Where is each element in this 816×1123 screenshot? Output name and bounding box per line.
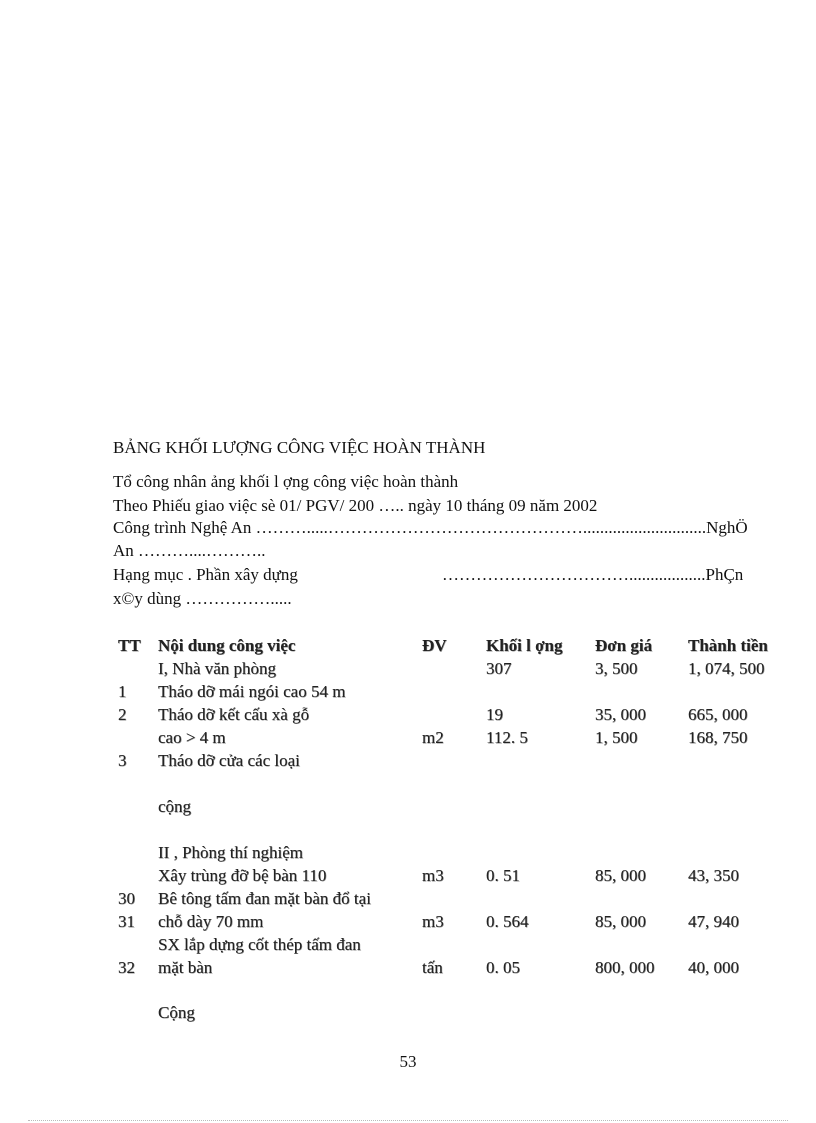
row-total: 665, 000 (688, 705, 748, 724)
page-number: 53 (399, 1052, 417, 1071)
row-content: Xây trùng đỡ bệ bàn 110 (158, 866, 327, 885)
row-content: Tháo dỡ kết cấu xà gỗ (158, 705, 310, 724)
row-total: 1, 074, 500 (688, 659, 765, 678)
header-qty: Khối l ợng (486, 636, 563, 655)
row-qty: 0. 05 (486, 958, 520, 977)
row-content: Tháo dỡ cửa các loại (158, 751, 300, 770)
row-content: II , Phòng thí nghiệm (158, 843, 303, 862)
row-unit: m3 (422, 866, 444, 885)
row-content: SX lắp dựng cốt thép tấm đan (158, 935, 361, 954)
row-price: 85, 000 (595, 912, 646, 931)
row-content: mặt bàn (158, 958, 213, 977)
row-tt: 32 (118, 958, 135, 977)
row-unit: m2 (422, 728, 444, 747)
row-content: Cộng (158, 1003, 195, 1022)
row-total: 47, 940 (688, 912, 739, 931)
row-qty: 112. 5 (486, 728, 528, 747)
row-price: 35, 000 (595, 705, 646, 724)
row-unit: m3 (422, 912, 444, 931)
header-content: Nội dung công việc (158, 636, 296, 655)
row-content: Bê tông tấm đan mặt bàn đổ tại (158, 889, 371, 908)
row-price: 800, 000 (595, 958, 655, 977)
row-qty: 19 (486, 705, 503, 724)
row-tt: 3 (118, 751, 127, 770)
info-line-5: x©y dùng ……………..... (113, 589, 292, 608)
row-total: 168, 750 (688, 728, 748, 747)
header-price: Đơn giá (595, 636, 653, 655)
row-price: 85, 000 (595, 866, 646, 885)
header-tt: TT (118, 636, 141, 655)
info-line-4b: ……………………………..................PhÇn (442, 565, 744, 584)
row-qty: 307 (486, 659, 512, 678)
row-total: 43, 350 (688, 866, 739, 885)
row-unit: tấn (422, 958, 443, 977)
row-content: cộng (158, 797, 192, 816)
row-content: chỗ dày 70 mm (158, 912, 264, 931)
row-tt: 30 (118, 889, 135, 908)
row-qty: 0. 51 (486, 866, 520, 885)
row-tt: 2 (118, 705, 127, 724)
info-line-4a: Hạng mục . Phần xây dựng (113, 565, 298, 584)
header-unit: ĐV (422, 636, 447, 655)
info-line-3a: Công trình Nghệ An ……….....……………………………………….............................NghÖ (113, 518, 748, 537)
row-price: 3, 500 (595, 659, 638, 678)
row-content: Tháo dỡ mái ngói cao 54 m (158, 682, 346, 701)
row-qty: 0. 564 (486, 912, 529, 931)
row-tt: 31 (118, 912, 135, 931)
info-line-1: Tổ công nhân ảng khối l ợng công việc hoàn thành (113, 472, 459, 491)
row-content: cao > 4 m (158, 728, 226, 747)
row-content: I, Nhà văn phòng (158, 659, 277, 678)
row-price: 1, 500 (595, 728, 638, 747)
header-total: Thành tiền (688, 636, 768, 655)
row-total: 40, 000 (688, 958, 739, 977)
document-title: BẢNG KHỐI LƯỢNG CÔNG VIỆC HOÀN THÀNH (113, 438, 486, 457)
info-line-2: Theo Phiếu giao việc sè 01/ PGV/ 200 ….. ngày 10 tháng 09 năm 2002 (113, 496, 598, 515)
row-tt: 1 (118, 682, 127, 701)
info-line-3b: An ………....……….. (113, 541, 266, 560)
footer-divider (28, 1120, 788, 1121)
